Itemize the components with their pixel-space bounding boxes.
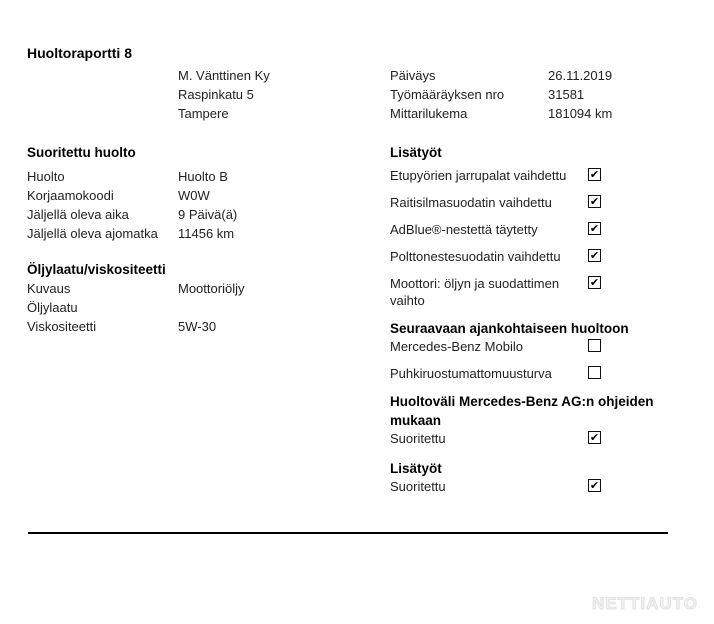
viscosity-label: Viskositeetti [27,319,97,334]
oil-description-label: Kuvaus [27,281,71,296]
oil-and-filter-change-checkbox[interactable] [588,276,601,289]
time-remaining-label: Jäljellä oleva aika [27,207,129,222]
work-order-label: Työmääräyksen nro [390,87,505,102]
date-label: Päiväys [390,68,436,83]
check-row-cabin-air-filter [390,194,670,211]
section-title-oil: Öljylaatu/viskositeetti [27,262,166,277]
check-row-adblue [390,221,670,238]
mobilo-label: Mercedes-Benz Mobilo [390,339,523,354]
kv-row-oil-grade [27,298,362,317]
section-title-service-interval: Huoltoväli Mercedes-Benz AG:n ohjeiden mukaan [390,394,654,428]
cabin-air-filter-checkbox[interactable] [588,195,601,208]
work-order-value: 31581 [548,87,585,102]
extra-performed-label: Suoritettu [390,479,446,494]
check-icon: ✔ [589,431,600,444]
workshop-address-block [178,66,270,123]
interval-performed-checkbox[interactable] [588,431,601,444]
adblue-checkbox[interactable] [588,222,601,235]
check-row-oil-and-filter-change [390,275,670,309]
check-icon: ✔ [589,222,600,235]
kv-row-oil-description [27,279,362,298]
section-title-performed-service: Suoritettu huolto [27,145,136,160]
odometer-label: Mittarilukema [390,106,468,121]
oil-grade-label: Öljylaatu [27,300,78,315]
check-icon: ✔ [589,276,600,289]
fuel-filter-checkbox[interactable] [588,249,601,262]
workshop-code-value: W0W [178,188,210,203]
rust-protection-label: Puhkiruostumattomuusturva [390,366,552,381]
kv-row-service [27,167,362,186]
workshop-city: Tampere [178,106,229,121]
service-label: Huolto [27,169,65,184]
adblue-label: AdBlue®-nestettä täytetty [390,222,538,237]
check-row-fuel-filter [390,248,670,265]
section-title-extra-work: Lisätyöt [390,145,442,160]
workshop-code-label: Korjaamokoodi [27,188,114,203]
section-title-extra-work-done: Lisätyöt [390,461,442,476]
page-title: Huoltoraportti 8 [27,45,132,61]
left-column [27,143,362,336]
date-value: 26.11.2019 [548,68,613,83]
oil-and-filter-change-label: Moottori: öljyn ja suodattimen vaihto [390,276,560,308]
distance-remaining-value: 11456 km [178,226,235,241]
check-icon: ✔ [589,168,600,181]
front-brake-pads-label: Etupyörien jarrupalat vaihdettu [390,168,567,183]
check-icon: ✔ [589,479,600,492]
kv-row-workshop-code [27,186,362,205]
odometer-value: 181094 km [548,106,613,121]
kv-row-time-remaining [27,205,362,224]
report-meta-block [390,66,612,123]
fuel-filter-label: Polttonestesuodatin vaihdettu [390,249,561,264]
check-row-mobilo [390,338,670,355]
oil-description-value: Moottoriöljy [178,281,245,296]
kv-row-distance-remaining [27,224,362,243]
service-value: Huolto B [178,169,228,184]
bottom-divider-line [28,532,668,534]
workshop-street: Raspinkatu 5 [178,87,254,102]
distance-remaining-label: Jäljellä oleva ajomatka [27,226,158,241]
front-brake-pads-checkbox[interactable] [588,168,601,181]
check-row-extra-performed [390,478,670,495]
check-row-rust-protection [390,365,670,382]
check-row-front-brake-pads [390,167,670,184]
nettiauto-watermark: NETTIAUTO [592,594,698,613]
check-icon: ✔ [589,249,600,262]
interval-performed-label: Suoritettu [390,431,446,446]
workshop-name: M. Vänttinen Ky [178,68,270,83]
cabin-air-filter-label: Raitisilmasuodatin vaihdettu [390,195,552,210]
section-title-next-service: Seuraavaan ajankohtaiseen huoltoon [390,321,629,336]
check-icon: ✔ [589,195,600,208]
rust-protection-checkbox[interactable] [588,366,601,379]
viscosity-value: 5W-30 [178,319,217,334]
meta-row-date [390,66,612,85]
extra-performed-checkbox[interactable] [588,479,601,492]
right-column [390,143,670,505]
meta-row-work-order [390,85,612,104]
meta-row-odometer [390,104,612,123]
kv-row-viscosity [27,317,362,336]
check-row-interval-performed [390,430,670,447]
time-remaining-value: 9 Päivä(ä) [178,207,238,222]
mobilo-checkbox[interactable] [588,339,601,352]
